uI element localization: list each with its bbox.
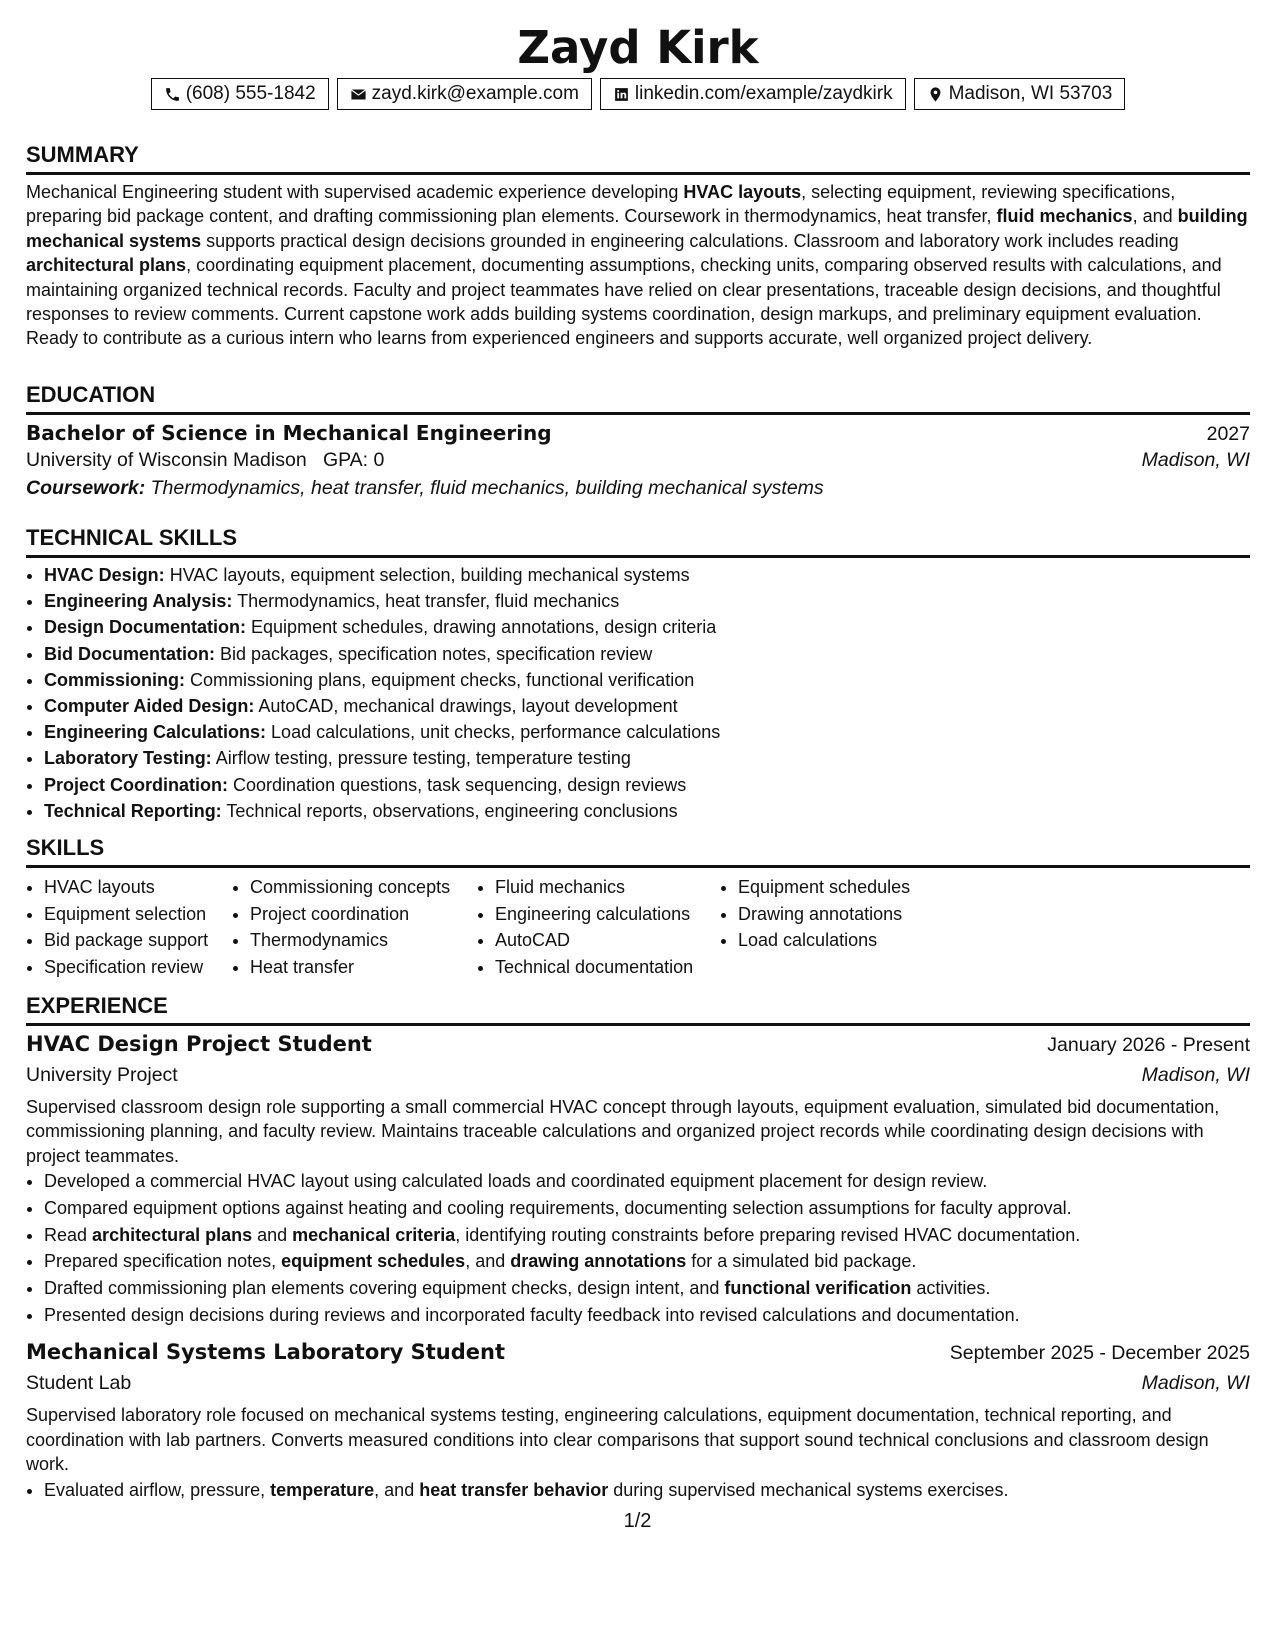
location-chip: [914, 78, 1126, 110]
experience-section: [26, 993, 1250, 1503]
job-entry: [26, 1032, 1250, 1328]
job-summary: Supervised classroom design role supporting a small commercial HVAC concept through layouts, equipment evaluation, simulated bid documentation, commissioning planning, and faculty review. Maintains traceable calculations and organized project records while coordinating design decisions with project teammates.: [26, 1097, 1220, 1166]
school-row: [26, 449, 1250, 472]
skill-item: • Fluid mechanics: [495, 874, 720, 901]
email-text: zayd.kirk@example.com: [371, 83, 579, 104]
phone-icon: [164, 86, 181, 103]
technical-skill-item: [44, 719, 1250, 745]
job-bullet: • Presented design decisions during reviews and incorporated faculty feedback into revised calculations and documentation.: [44, 1302, 1250, 1329]
skill-item: • HVAC layouts: [44, 874, 232, 901]
job-role: HVAC Design Project Student: [26, 1032, 372, 1056]
page-number: 1/2: [623, 1510, 652, 1532]
gpa: GPA: 0: [322, 449, 385, 471]
skill-label: Commissioning:: [44, 669, 186, 690]
skill-text: AutoCAD, mechanical drawings, layout development: [258, 696, 678, 717]
job-header: [26, 1340, 1250, 1365]
summary-section: [26, 142, 1250, 351]
job-bullet: • Developed a commercial HVAC layout using calculated loads and coordinated equipment placement for design review.: [44, 1168, 1250, 1195]
skill-item: • Bid package support: [44, 927, 232, 954]
skill-item: • Commissioning concepts: [250, 874, 477, 901]
job-bullets: [26, 1477, 1250, 1504]
skills-column: [720, 874, 958, 980]
skills-section: [26, 835, 1250, 980]
degree-row: [26, 421, 1250, 446]
skill-text: Equipment schedules, drawing annotations, design criteria: [251, 617, 717, 638]
job-subheader: [26, 1064, 1250, 1087]
skill-label: Computer Aided Design:: [44, 696, 255, 717]
skill-label: Design Documentation:: [44, 617, 247, 638]
resume-page: [26, 20, 1250, 1500]
skill-item: • Specification review: [44, 954, 232, 981]
education-section: [26, 382, 1250, 500]
envelope-icon: [350, 86, 367, 103]
job-header: [26, 1032, 1250, 1057]
skills-column: [477, 874, 720, 980]
skills-column: [26, 874, 232, 980]
phone-text: (608) 555-1842: [185, 83, 316, 104]
skill-item: • Engineering calculations: [495, 901, 720, 928]
skill-label: Laboratory Testing:: [44, 748, 212, 769]
job-location: Madison, WI: [1141, 1064, 1250, 1086]
skill-item: • Thermodynamics: [250, 927, 477, 954]
skill-item: • Technical documentation: [495, 954, 720, 981]
job-location: Madison, WI: [1141, 1372, 1250, 1395]
technical-skill-item: [44, 745, 1250, 771]
skill-text: Technical reports, observations, engineering conclusions: [226, 800, 678, 821]
skill-item: • Heat transfer: [250, 954, 477, 981]
job-org: Student Lab: [26, 1372, 132, 1395]
technical-skill-item: [44, 693, 1250, 719]
skill-label: Project Coordination:: [44, 774, 228, 795]
skill-item: • Project coordination: [250, 901, 477, 928]
skill-text: Commissioning plans, equipment checks, functional verification: [190, 669, 695, 690]
map-pin-icon: [927, 86, 944, 103]
job-role: Mechanical Systems Laboratory Student: [26, 1340, 506, 1365]
school-location: Madison, WI: [1141, 449, 1250, 471]
phone-chip[interactable]: [151, 78, 329, 110]
technical-skill-item: [44, 772, 1250, 798]
technical-skill-item: [44, 562, 1250, 588]
skill-text: Load calculations, unit checks, performance calculations: [271, 722, 721, 743]
skill-label: Engineering Calculations:: [44, 722, 267, 743]
location-text: Madison, WI 53703: [948, 83, 1113, 104]
job-bullets: [26, 1168, 1250, 1328]
coursework-label: Coursework:: [26, 477, 146, 499]
coursework-line: [26, 477, 1250, 500]
school-name: University of Wisconsin Madison: [26, 449, 307, 471]
summary-title: SUMMARY: [26, 142, 1250, 175]
linkedin-icon: [613, 86, 630, 103]
skill-text: Bid packages, specification notes, specification review: [220, 643, 653, 664]
technical-skill-item: [44, 667, 1250, 693]
linkedin-chip[interactable]: [600, 78, 906, 110]
skills-column: [232, 874, 477, 980]
technical-skill-item: [44, 588, 1250, 614]
contact-bar: [26, 78, 1250, 110]
skills-grid: [26, 874, 1250, 980]
skill-item: • Equipment schedules: [738, 874, 958, 901]
technical-skill-item: [44, 641, 1250, 667]
skill-text: Coordination questions, task sequencing, design reviews: [233, 774, 687, 795]
skill-text: HVAC layouts, equipment selection, building mechanical systems: [169, 565, 690, 585]
technical-skills-list: [26, 562, 1250, 824]
email-chip[interactable]: [337, 78, 592, 110]
skill-item: • Equipment selection: [44, 901, 232, 928]
job-entry: [26, 1340, 1250, 1503]
summary-text: Mechanical Engineering student with supervised academic experience developing HVAC layouts, selecting equipment, reviewing specifications, preparing bid package content, and drafting commissioning plan elements. Coursework in thermodynamics, heat transfer, fluid mechanics, and building mechanical systems supports practical design decisions grounded in engineering calculations. Classroom and laboratory work includes reading architectural plans, coordinating equipment placement, documenting assumptions, checking units, comparing observed results with calculations, and maintaining organized technical records. Faculty and project teammates have relied on clear presentations, traceable design decisions, and thoughtful responses to review comments. Current capstone work adds building systems coordination, design markups, and preliminary equipment evaluation. Ready to contribute as a curious intern who learns from experienced engineers and supports accurate, well organized project delivery.: [26, 182, 1248, 349]
skill-item: • Drawing annotations: [738, 901, 958, 928]
job-bullet: • Read architectural plans and mechanical criteria, identifying routing constraints before preparing revised HVAC documentation.: [44, 1222, 1250, 1249]
linkedin-text: linkedin.com/example/zaydkirk: [634, 83, 893, 104]
skill-item: • AutoCAD: [495, 927, 720, 954]
job-org: University Project: [26, 1064, 178, 1086]
coursework-list: Thermodynamics, heat transfer, fluid mechanics, building mechanical systems: [150, 477, 824, 499]
job-bullet: • Evaluated airflow, pressure, temperature, and heat transfer behavior during supervised mechanical systems exercises.: [44, 1477, 1250, 1504]
skill-text: Airflow testing, pressure testing, temperature testing: [215, 748, 631, 769]
degree-name: Bachelor of Science in Mechanical Engineering: [26, 421, 552, 445]
skill-text: Thermodynamics, heat transfer, fluid mechanics: [237, 591, 620, 612]
graduation-year: 2027: [1206, 423, 1250, 445]
skill-label: Bid Documentation:: [44, 643, 215, 664]
skill-label: Engineering Analysis:: [44, 591, 233, 612]
job-bullet: • Prepared specification notes, equipment schedules, and drawing annotations for a simulated bid package.: [44, 1248, 1250, 1275]
experience-title: EXPERIENCE: [26, 993, 1250, 1026]
job-bullet: • Compared equipment options against heating and cooling requirements, documenting selection assumptions for faculty approval.: [44, 1195, 1250, 1222]
school-line: [26, 449, 384, 472]
job-summary: Supervised laboratory role focused on mechanical systems testing, engineering calculations, equipment documentation, technical reporting, and coordination with lab partners. Converts measured conditions into clear comparisons that support sound technical conclusions and classroom design work.: [26, 1405, 1209, 1475]
job-dates: January 2026 - Present: [1047, 1034, 1250, 1056]
technical-skills-title: TECHNICAL SKILLS: [26, 525, 1250, 558]
job-subheader: [26, 1372, 1250, 1395]
skill-label: Technical Reporting:: [44, 800, 222, 821]
skills-title: SKILLS: [26, 835, 1250, 868]
job-dates: September 2025 - December 2025: [949, 1342, 1250, 1365]
skill-label: HVAC Design:: [44, 565, 165, 585]
technical-skill-item: [44, 798, 1250, 824]
education-title: EDUCATION: [26, 382, 1250, 415]
skill-item: • Load calculations: [738, 927, 958, 954]
job-bullet: • Drafted commissioning plan elements covering equipment checks, design intent, and functional verification activities.: [44, 1275, 1250, 1302]
technical-skills-section: [26, 525, 1250, 824]
technical-skill-item: [44, 614, 1250, 640]
candidate-name: Zayd Kirk: [517, 21, 759, 74]
